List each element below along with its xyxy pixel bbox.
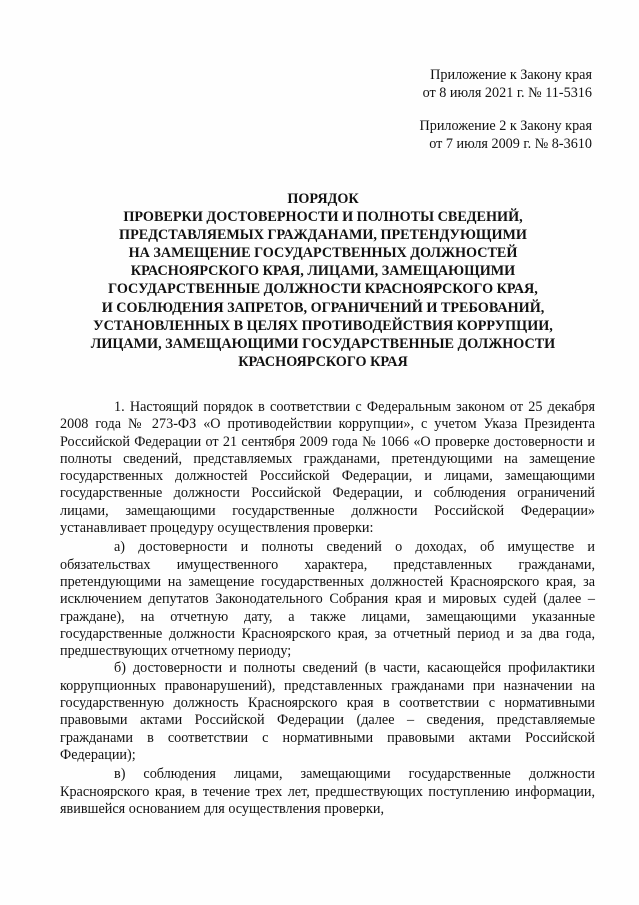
paragraph-1: 1. Настоящий порядок в соответствии с Федеральным законом от 25 декабря 2008 года № 273-ФЗ «О противодействии коррупции», с учетом Указа Президента Российской Федерации от 21 сентября 2009 года № 1066 «О проверке достоверности и полноты сведений, представляемых гражданами, претендующими на замещение государственных должностей Российской Федерации, и лицами, замещающими государственные должности Российской Федерации, и соблюдения ограничений лицами, замещающими государственные должности Российской Федерации» устанавливает процедуру осуществления проверки:: [60, 399, 595, 537]
document-body: [60, 399, 595, 818]
title-line: КРАСНОЯРСКОГО КРАЯ, ЛИЦАМИ, ЗАМЕЩАЮЩИМИ: [130, 263, 516, 280]
title-line: НА ЗАМЕЩЕНИЕ ГОСУДАРСТВЕННЫХ ДОЛЖНОСТЕЙ: [128, 245, 518, 262]
appendix-line: от 7 июля 2009 г. № 8-3610: [429, 136, 592, 152]
title-line: И СОБЛЮДЕНИЯ ЗАПРЕТОВ, ОГРАНИЧЕНИЙ И ТРЕБОВАНИЙ,: [101, 299, 545, 316]
paragraph-item-c: в) соблюдения лицами, замещающими государственные должности Красноярского края, в течение трех лет, предшествующих поступлению информации, явившейся основанием для осуществления проверки,: [60, 766, 595, 817]
title-line: УСТАНОВЛЕННЫХ В ЦЕЛЯХ ПРОТИВОДЕЙСТВИЯ КОРРУПЦИИ,: [93, 317, 553, 334]
title-line: ПРОВЕРКИ ДОСТОВЕРНОСТИ И ПОЛНОТЫ СВЕДЕНИЙ,: [123, 209, 523, 226]
document-title: [58, 190, 588, 371]
title-line: ГОСУДАРСТВЕННЫЕ ДОЛЖНОСТИ КРАСНОЯРСКОГО КРАЯ,: [108, 281, 538, 298]
paragraph-item-b: б) достоверности и полноты сведений (в части, касающейся профилактики коррупционных правонарушений), представленных гражданами при назначении на государственную должность Красноярского края в соответствии с нормативными правовыми актами Российской Федерации (далее – сведения, представляемые гражданами в соответствии с нормативными правовыми актами Российской Федерации);: [60, 660, 595, 763]
appendix-line: от 8 июля 2021 г. № 11-5316: [422, 85, 592, 101]
appendix-reference-1: [423, 66, 592, 102]
title-line: ПРЕДСТАВЛЯЕМЫХ ГРАЖДАНАМИ, ПРЕТЕНДУЮЩИМИ: [119, 227, 527, 244]
appendix-reference-2: [420, 117, 593, 153]
title-line: ПОРЯДОК: [287, 191, 359, 207]
paragraph-item-a: а) достоверности и полноты сведений о доходах, об имуществе и обязательствах имущественного характера, представленных гражданами, претендующими на замещение государственных должностей Красноярского края, за исключением депутатов Законодательного Собрания края и мировых судей (далее – граждане), на отчетную дату, а также лицами, замещающими указанные государственные должности Красноярского края, за отчетный период и за два года, предшествующих отчетному периоду;: [60, 539, 595, 660]
appendix-line: Приложение 2 к Закону края: [419, 118, 592, 134]
title-line: КРАСНОЯРСКОГО КРАЯ: [238, 353, 408, 370]
title-line: ЛИЦАМИ, ЗАМЕЩАЮЩИМИ ГОСУДАРСТВЕННЫЕ ДОЛЖНОСТИ: [90, 335, 556, 352]
appendix-line: Приложение к Закону края: [430, 67, 592, 83]
